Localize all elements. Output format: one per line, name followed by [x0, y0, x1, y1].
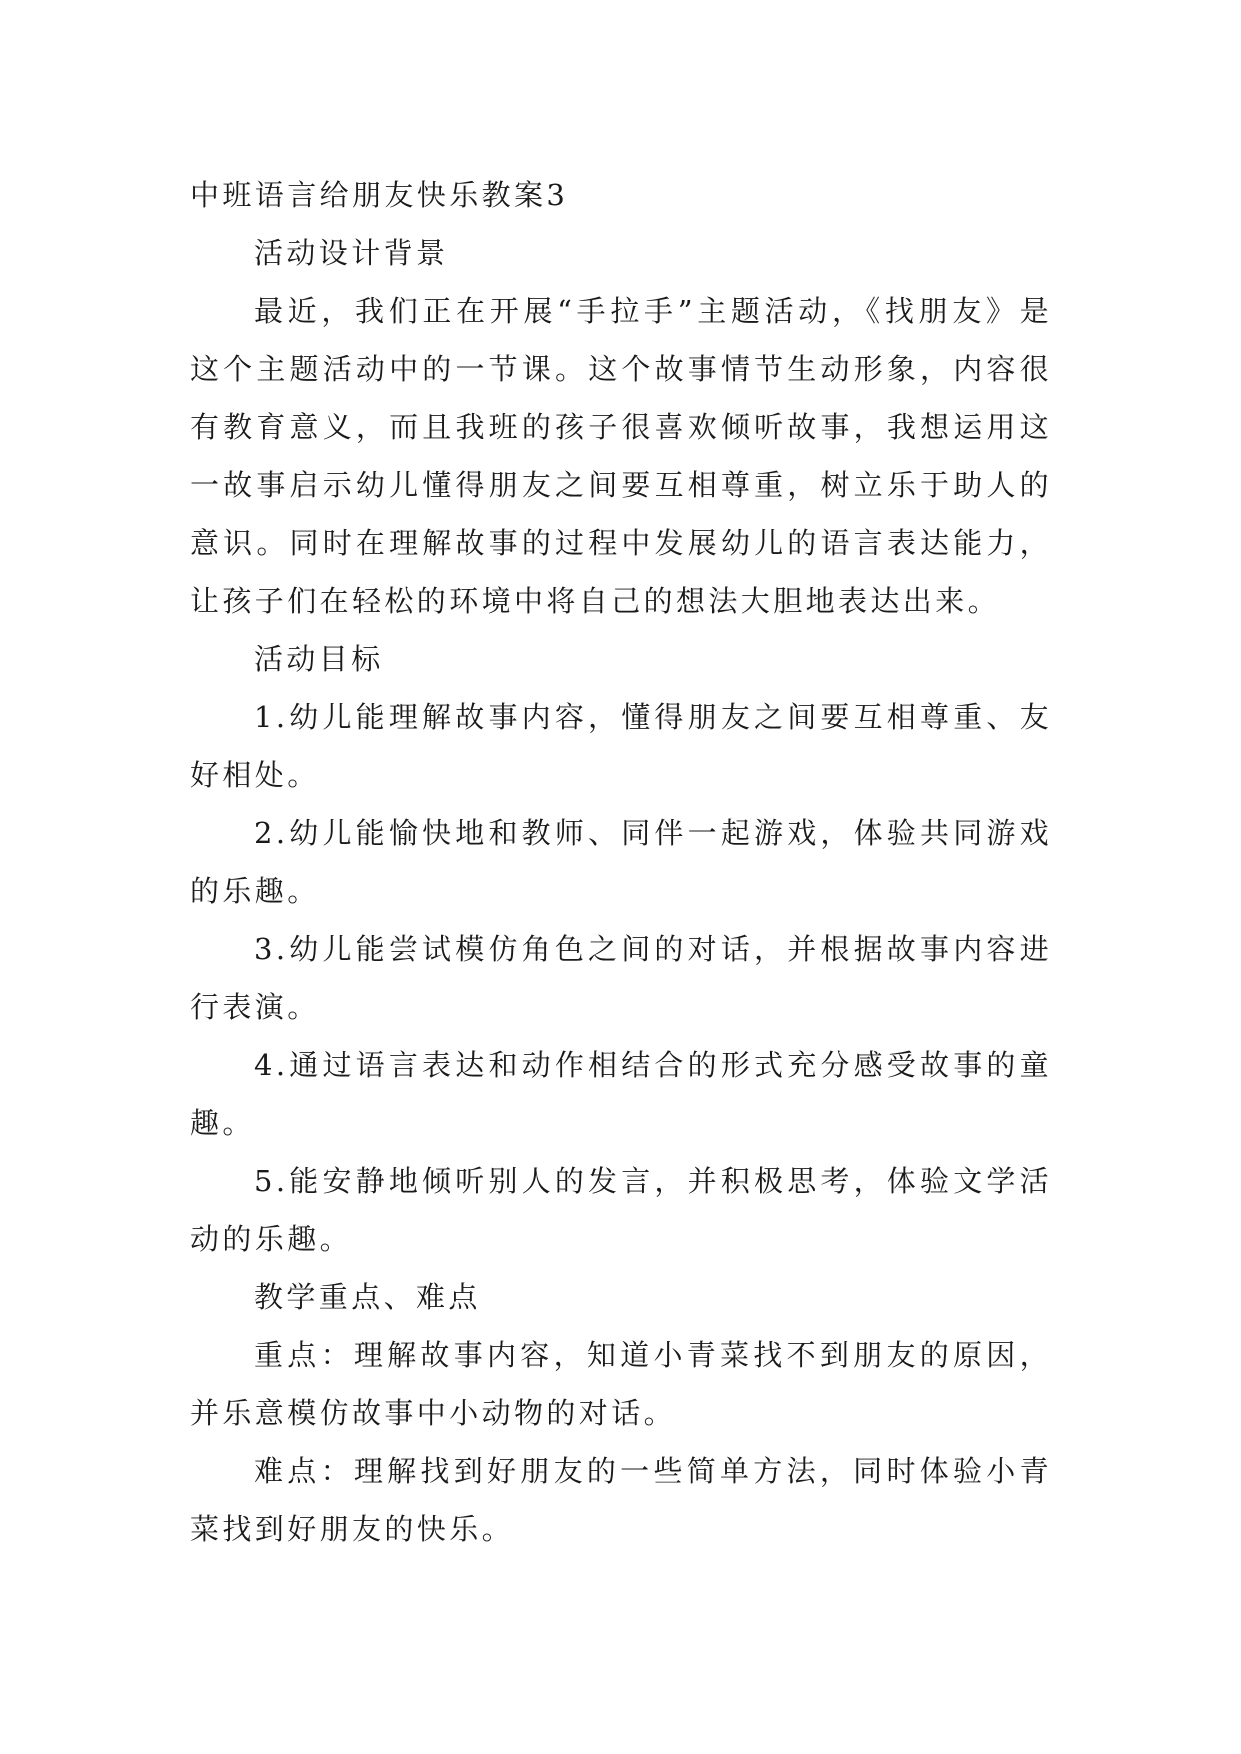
difficulty-paragraph: 难点：理解找到好朋友的一些简单方法，同时体验小青菜找到好朋友的快乐。	[190, 1454, 1052, 1546]
goal-item-4: 4.通过语言表达和动作相结合的形式充分感受故事的童趣。	[190, 1048, 1052, 1140]
document-title: 中班语言给朋友快乐教案3	[190, 178, 569, 212]
section-heading-goals: 活动目标	[254, 642, 384, 676]
goal-item-1: 1.幼儿能理解故事内容，懂得朋友之间要互相尊重、友好相处。	[190, 700, 1052, 792]
document-body	[190, 166, 1052, 1558]
background-paragraph: 最近，我们正在开展“手拉手”主题活动，《找朋友》是这个主题活动中的一节课。这个故事情节生动形象，内容很有教育意义，而且我班的孩子很喜欢倾听故事，我想运用这一故事启示幼儿懂得朋友之间要互相尊重，树立乐于助人的意识。同时在理解故事的过程中发展幼儿的语言表达能力，让孩子们在轻松的环境中将自己的想法大胆地表达出来。	[190, 294, 1052, 618]
goal-item-3: 3.幼儿能尝试模仿角色之间的对话，并根据故事内容进行表演。	[190, 932, 1052, 1024]
section-heading-background: 活动设计背景	[254, 236, 449, 270]
goal-item-2: 2.幼儿能愉快地和教师、同伴一起游戏，体验共同游戏的乐趣。	[190, 816, 1052, 908]
key-point-paragraph: 重点：理解故事内容，知道小青菜找不到朋友的原因，并乐意模仿故事中小动物的对话。	[190, 1338, 1052, 1430]
section-heading-key-points: 教学重点、难点	[254, 1280, 481, 1314]
goal-item-5: 5.能安静地倾听别人的发言，并积极思考，体验文学活动的乐趣。	[190, 1164, 1052, 1256]
